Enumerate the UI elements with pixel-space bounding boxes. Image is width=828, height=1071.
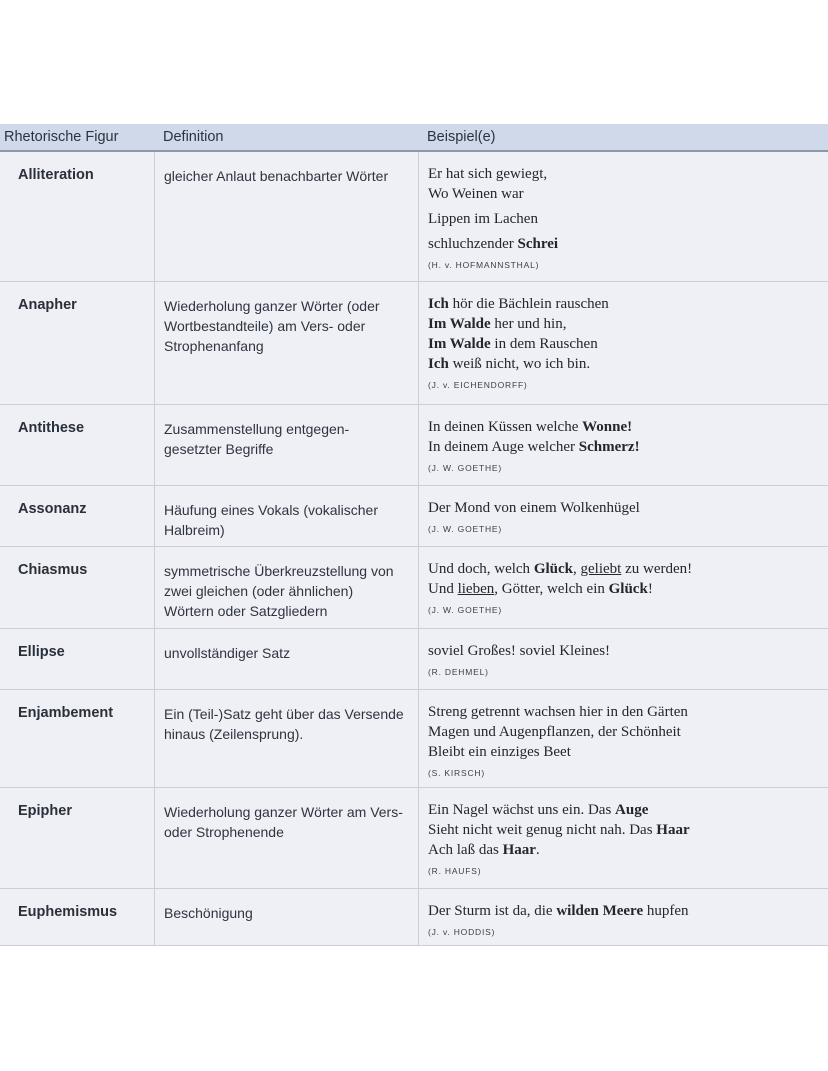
table-row: [0, 690, 828, 788]
example-line: soviel Großes! soviel Kleines!: [428, 643, 611, 659]
figure-definition: Zusammenstellung entgegen-gesetzter Begriffe: [164, 421, 350, 457]
figure-term: Epipher: [18, 803, 72, 819]
example-line: Der Sturm ist da, die wilden Meere hupfen: [428, 903, 689, 919]
figure-example: [428, 702, 823, 780]
rhetoric-table: [0, 124, 828, 946]
example-line: In deinen Küssen welche Wonne!: [428, 419, 633, 435]
figure-example: [428, 164, 823, 272]
example-line: Streng getrennt wachsen hier in den Gärten: [428, 704, 688, 720]
figure-example: [428, 901, 823, 939]
figure-definition: gleicher Anlaut benachbarter Wörter: [164, 168, 389, 184]
example-line: schluchzender Schrei: [428, 236, 559, 252]
example-source: (J. W. GOETHE): [428, 463, 503, 473]
figure-term: Enjambement: [18, 705, 114, 721]
figure-term: Antithese: [18, 420, 85, 436]
figure-example: [428, 498, 823, 536]
figure-definition: symmetrische Überkreuzstellung von zwei gleichen (oder ähnlichen) Wörtern oder Satzgliedern: [164, 563, 394, 619]
example-line: Ich hör die Bächlein rauschen: [428, 296, 609, 312]
header-definition: Definition: [163, 129, 224, 145]
figure-example: [428, 417, 823, 475]
example-line: Und doch, welch Glück, geliebt zu werden!: [428, 561, 693, 577]
example-line: In deinem Auge welcher Schmerz!: [428, 439, 640, 455]
column-divider: [418, 152, 419, 946]
example-line: Bleibt ein einziges Beet: [428, 744, 571, 760]
figure-example: [428, 641, 823, 679]
example-source: (R. DEHMEL): [428, 667, 489, 677]
example-line: Lippen im Lachen: [428, 211, 538, 227]
table-row: [0, 629, 828, 690]
header-figure: Rhetorische Figur: [4, 129, 119, 145]
example-line: Im Walde her und hin,: [428, 316, 567, 332]
example-line: Wo Weinen war: [428, 186, 524, 202]
example-line: Der Mond von einem Wolkenhügel: [428, 500, 640, 516]
figure-term: Assonanz: [18, 501, 87, 517]
example-line: Er hat sich gewiegt,: [428, 166, 548, 182]
figure-example: [428, 559, 823, 617]
example-line: Und lieben, Götter, welch ein Glück!: [428, 581, 653, 597]
example-source: (H. v. HOFMANNSTHAL): [428, 260, 540, 270]
example-line: Magen und Augenpflanzen, der Schönheit: [428, 724, 681, 740]
figure-term: Ellipse: [18, 644, 65, 660]
figure-definition: Beschönigung: [164, 905, 253, 921]
figure-term: Anapher: [18, 297, 77, 313]
example-source: (J. W. GOETHE): [428, 605, 503, 615]
figure-definition: unvollständiger Satz: [164, 645, 291, 661]
figure-definition: Wiederholung ganzer Wörter am Vers- oder Strophenende: [164, 804, 403, 840]
example-line: Ach laß das Haar.: [428, 842, 540, 858]
example-source: (R. HAUFS): [428, 866, 482, 876]
figure-definition: Häufung eines Vokals (vokalischer Halbreim): [164, 502, 379, 538]
table-row: [0, 486, 828, 547]
table-row: [0, 788, 828, 889]
column-divider: [154, 152, 155, 946]
figure-term: Alliteration: [18, 167, 94, 183]
table-row: [0, 547, 828, 629]
figure-example: [428, 294, 823, 392]
figure-term: Chiasmus: [18, 562, 88, 578]
table-row: [0, 282, 828, 405]
example-line: Sieht nicht weit genug nicht nah. Das Haar: [428, 822, 690, 838]
example-source: (S. KIRSCH): [428, 768, 485, 778]
figure-term: Euphemismus: [18, 904, 118, 920]
example-source: (J. v. EICHENDORFF): [428, 380, 528, 390]
table-row: [0, 889, 828, 946]
table-row: [0, 405, 828, 486]
header-examples: Beispiel(e): [427, 129, 496, 145]
example-line: Ein Nagel wächst uns ein. Das Auge: [428, 802, 649, 818]
figure-definition: Wiederholung ganzer Wörter (oder Wortbestandteile) am Vers- oder Strophenanfang: [164, 298, 380, 354]
figure-example: [428, 800, 823, 878]
example-line: Ich weiß nicht, wo ich bin.: [428, 356, 591, 372]
figure-definition: Ein (Teil-)Satz geht über das Versende hinaus (Zeilensprung).: [164, 706, 404, 742]
table-header: [0, 124, 828, 152]
table-row: [0, 152, 828, 282]
example-line: Im Walde in dem Rauschen: [428, 336, 598, 352]
example-source: (J. W. GOETHE): [428, 524, 503, 534]
example-source: (J. v. HODDIS): [428, 927, 496, 937]
